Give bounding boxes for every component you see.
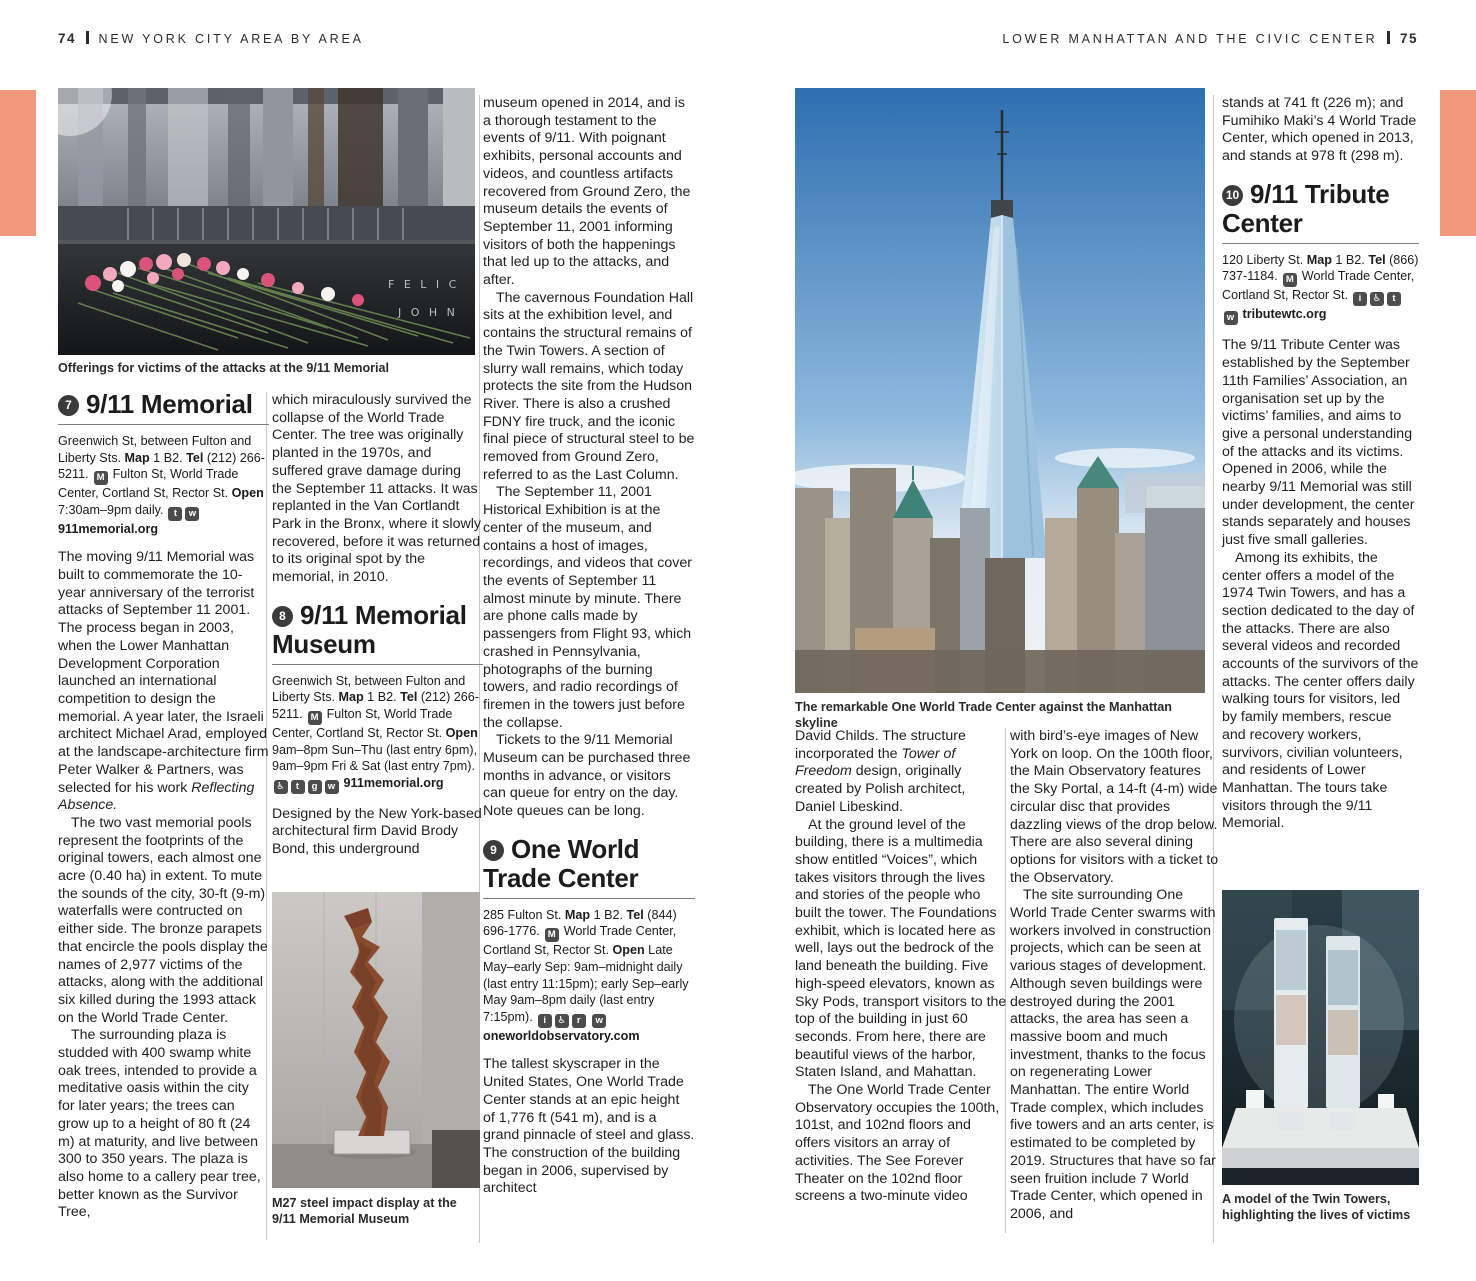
paragraph: Designed by the New York-based architectural firm David Brody Bond, this underground (272, 805, 482, 858)
heading-rule (272, 664, 483, 665)
photo-911-memorial (58, 88, 475, 355)
metro-icon: M (1283, 273, 1297, 287)
paragraph: The moving 9/11 Memorial was built to commemorate the 10-year anniversary of the terrorist attacks of September 11 2001. The process began in 2003, when the Lower Manhattan Development Corporation launched an international competition to design the memorial. A year later, the Israeli architect Michael Arad, employed at the landscape-architecture firm Peter Walker & Partners, was selected for his work Reflecting Absence. (58, 549, 269, 814)
section-number-badge: 7 (58, 395, 79, 416)
metro-icon: M (545, 928, 559, 942)
italic-text: Tower of Freedom (795, 745, 956, 780)
paragraph: The September 11, 2001 Historical Exhibition is at the center of the museum, and contains a host of images, recordings, and videos that cover the events of September 11 almost minute by minute. There are phone calls made by passengers from Flight 93, which crashed in Pennsylvania, photographs of the burning towers, and radio recordings of firemen in the towers just before the collapse. (483, 484, 692, 731)
section-title: 9/11 Memorial (86, 389, 253, 419)
website-link: 911memorial.org (58, 521, 159, 536)
website-icon: w (185, 507, 199, 521)
paragraph: The tallest skyscraper in the United States, One World Trade Center stands at an epic height of 1,776 ft (541 m), and is a grand pinnacle of steel and glass. The construction of the building began in 2006, supervised by architect (483, 1056, 695, 1197)
heading-rule (483, 898, 695, 899)
page-number-right: 75 (1399, 31, 1418, 46)
paragraph: The One World Trade Center Observatory occupies the 100th, 101st, and 102nd floors and offers visitors an array of activities. The See Forever Theater on the 102nd floor screens a two-minute video (795, 1082, 1000, 1205)
chapter-title-right: LOWER MANHATTAN AND THE CIVIC CENTER (1002, 32, 1378, 46)
info-label: Map (124, 450, 150, 465)
section-heading-owtc (483, 835, 695, 893)
info-label: Map (1306, 252, 1332, 267)
section-heading-memorial (58, 390, 269, 419)
photo-steel-sculpture (272, 892, 480, 1188)
column-left-2 (272, 392, 483, 859)
info-icon: i (1353, 292, 1367, 306)
section-number-badge: 9 (483, 840, 504, 861)
body-text (483, 95, 695, 821)
section-heading-museum (272, 601, 483, 659)
visitor-info-tribute: 120 Liberty St. Map 1 B2. Tel (866) 737-1184. M World Trade Center, Cortland St, Rector St. i ♿ t w tributewtc.org (1222, 252, 1419, 324)
column-right-3 (1222, 95, 1419, 833)
running-head-left (58, 31, 364, 46)
photo-twin-towers-model (1222, 890, 1419, 1185)
paragraph: museum opened in 2014, and is a thorough testament to the events of 9/11. With poignant exhibits, personal accounts and videos, and countless artifacts recovered from Ground Zero, the museum details the events of September 11, 2001 informing visitors of both the happenings that led up to the attacks, and after. (483, 95, 691, 289)
info-label: Open (231, 486, 264, 501)
paragraph: stands at 741 ft (226 m); and Fumihiko Maki’s 4 World Trade Center, which opened in 2013, and stands at 978 ft (298 m). (1222, 95, 1417, 165)
twitter-icon: t (1387, 292, 1401, 306)
heading-rule (1222, 243, 1419, 244)
metro-icon: M (308, 711, 322, 725)
photo-caption-model: A model of the Twin Towers, highlighting the lives of victims (1222, 1192, 1411, 1222)
paragraph: Among its exhibits, the center offers a model of the 1974 Twin Towers, and has a section dedicated to the day of the attacks. There are also several videos and recorded accounts of the survivors of the attacks. The center offers daily walking tours for visitors, led by family members, rescue and recovery workers, survivors, civilian volunteers, and residents of Lower Manhattan. The tours take visitors through the 9/11 Memorial. (1222, 549, 1419, 832)
visitor-info-owtc: 285 Fulton St. Map 1 B2. Tel (844) 696-1776. M World Trade Center, Cortland St, Rector St. Open Late May–early Sep: 9am–midnight daily (last entry 11:15pm); early Sep–early May 9am–8pm daily (last entry 7:15pm). i ♿ r w oneworldobservatory.com (483, 907, 689, 1043)
chapter-title-left: NEW YORK CITY AREA BY AREA (98, 32, 364, 46)
paragraph: with bird’s-eye images of New York on loop. On the 100th floor, the Main Observatory features the Sky Portal, a 14-ft (4-m) wide circular disc that provides dazzling views of the drop below. There are also several dining options for visitors with a ticket to the Observatory. (1010, 728, 1219, 886)
info-label: Tel (626, 907, 644, 922)
thumb-tab-right (1440, 90, 1476, 236)
photo-one-world-trade-center (795, 88, 1205, 693)
paragraph: The cavernous Foundation Hall sits at the exhibition level, and contains the structural remains of the Twin Towers. A section of slurry wall remains, which today protects the site from the Hudson River. There is also a crushed FDNY fire truck, and the iconic final piece of structural steel to be removed from Ground Zero, referred to as the Last Column. (483, 289, 695, 483)
section-number-badge: 10 (1222, 185, 1243, 206)
body-text (1010, 728, 1222, 1224)
body-text (483, 1056, 695, 1198)
info-label: Tel (186, 450, 204, 465)
paragraph: David Childs. The structure incorporated the Tower of Freedom design, originally created by Polish architect, Daniel Libeskind. (795, 728, 966, 815)
twitter-icon: t (168, 507, 182, 521)
paragraph: The 9/11 Tribute Center was established by the September 11th Families’ Association, an organisation set up by the victims’ families, and aims to give a personal understanding of the attacks and its victims. Opened in 2006, while the nearby 9/11 Memorial was still under development, the center stands separately and houses just five small galleries. (1222, 337, 1415, 549)
paragraph: The site surrounding One World Trade Center swarms with workers involved in construction projects, which can be seen at various stages of development. Although seven buildings were destroyed during the 2001 attacks, the area has seen a massive boom and much investment, thanks to the focus on regenerating Lower Manhattan. The entire World Trade complex, which includes five towers and an arts center, is estimated to be completed by 2019. Structures that have so far seen fruition include 7 World Trade Center, which opened in 2006, and (1010, 887, 1216, 1222)
info-label: Tel (1368, 252, 1386, 267)
running-head-right (1002, 31, 1418, 46)
page-number-left: 74 (58, 31, 77, 46)
sculpture-photo-illustration (272, 892, 480, 1188)
model-photo-illustration (1222, 890, 1419, 1185)
engraved-name: F E L I C (388, 278, 460, 291)
website-icon: w (325, 780, 339, 794)
body-text (272, 392, 483, 587)
info-label: Map (338, 690, 364, 705)
info-label: Map (564, 907, 591, 922)
website-icon: w (1224, 311, 1238, 325)
header-divider (1387, 31, 1390, 44)
body-text (272, 806, 483, 859)
guided-tours-icon: g (308, 780, 322, 794)
photo-caption-memorial: Offerings for victims of the attacks at the 9/11 Memorial (58, 361, 390, 375)
info-icon: i (538, 1014, 552, 1028)
section-number-badge: 8 (272, 606, 293, 627)
paragraph: The surrounding plaza is studded with 400 swamp white oak trees, intended to provide a meditative oasis within the city for later years; the trees can grow up to a height of 80 ft (24 m) at maturity, and live between 300 to 350 years. The plaza is also home to a callery pear tree, better known as the Survivor Tree, (58, 1027, 261, 1221)
accessibility-icon: ♿ (274, 780, 288, 794)
website-link: 911memorial.org (343, 775, 444, 790)
section-title: 9/11 Memorial Museum (272, 599, 467, 659)
info-label: Open (445, 725, 478, 740)
paragraph: At the ground level of the building, there is a multimedia show entitled “Voices”, which takes visitors through the lives and stories of the people who built the tower. The Foundations exhibit, which is located here as well, lays out the bedrock of the land beneath the building. Five high-speed elevators, known as Sky Pods, transport visitors to the top of the building in just 60 seconds. From here, there are beautiful views of the harbor, Staten Island, and Mahattan. (795, 816, 1007, 1081)
heading-rule (58, 424, 269, 425)
visitor-info-museum: Greenwich St, between Fulton and Liberty Sts. Map 1 B2. Tel (212) 266-5211. M Fulton St, World Trade Center, Cortland St, Rector St. Open 9am–8pm Sun–Thu (last entry 6pm), 9am–9pm Fri & Sat (last entry 7pm). ♿ t g w 911memorial.org (272, 673, 479, 792)
info-label: Tel (400, 690, 418, 705)
column-left-1 (58, 390, 269, 1222)
section-title: 9/11 Tribute Center (1222, 178, 1390, 238)
metro-icon: M (94, 471, 108, 485)
twitter-icon: t (291, 780, 305, 794)
owtc-photo-illustration (795, 88, 1205, 693)
paragraph: The two vast memorial pools represent the footprints of the original towers, each almost one acre (0.40 ha) in extent. To mute the sounds of the city, 30-ft (9-m) waterfalls were contructed on either side. The bronze parapets that encircle the pools display the names of 2,977 victims of the attacks, along with the additional six killed during the 1993 attack on the World Trade Center. (58, 814, 268, 1026)
paragraph: which miraculously survived the collapse of the World Trade Center. The tree was originally planted in the 1970s, and suffered grave damage during the September 11 attacks. It was replanted in the Van Cortlandt Park in the Bronx, where it slowly recovered, before it was returned to its original spot by the memorial, in 2010. (272, 392, 481, 586)
thumb-tab-left (0, 90, 36, 236)
accessibility-icon: ♿ (555, 1014, 569, 1028)
website-icon: w (592, 1014, 606, 1028)
paragraph: Tickets to the 9/11 Memorial Museum can be purchased three months in advance, or visitors can queue for entry on the day. Note queues can be long. (483, 732, 691, 820)
body-text (58, 549, 269, 1222)
memorial-photo-illustration (58, 88, 475, 355)
body-text (795, 728, 1007, 1206)
website-link: tributewtc.org (1242, 307, 1327, 322)
visitor-info-memorial: Greenwich St, between Fulton and Liberty Sts. Map 1 B2. Tel (212) 266-5211. M Fulton St, World Trade Center, Cortland St, Rector St. Open 7:30am–9pm daily. t w 911memorial.org (58, 434, 265, 536)
section-title: One World Trade Center (483, 833, 640, 893)
column-right-1 (795, 728, 1007, 1206)
info-label: Open (612, 943, 645, 958)
column-left-3 (483, 95, 695, 1198)
body-text (1222, 337, 1419, 833)
website-link: oneworldobservatory.com (483, 1028, 640, 1043)
photo-caption-sculpture: M27 steel impact display at the 9/11 Memorial Museum (272, 1196, 457, 1226)
photo-caption-owtc: The remarkable One World Trade Center against the Manhattan skyline (795, 700, 1172, 730)
section-heading-tribute (1222, 180, 1419, 238)
body-text (1222, 95, 1419, 166)
restaurant-icon: r (572, 1014, 586, 1028)
column-right-2 (1010, 728, 1222, 1224)
accessibility-icon: ♿ (1370, 292, 1384, 306)
engraved-name: J O H N (398, 306, 458, 319)
italic-text: Reflecting Absence. (58, 779, 255, 814)
header-divider (86, 31, 89, 44)
